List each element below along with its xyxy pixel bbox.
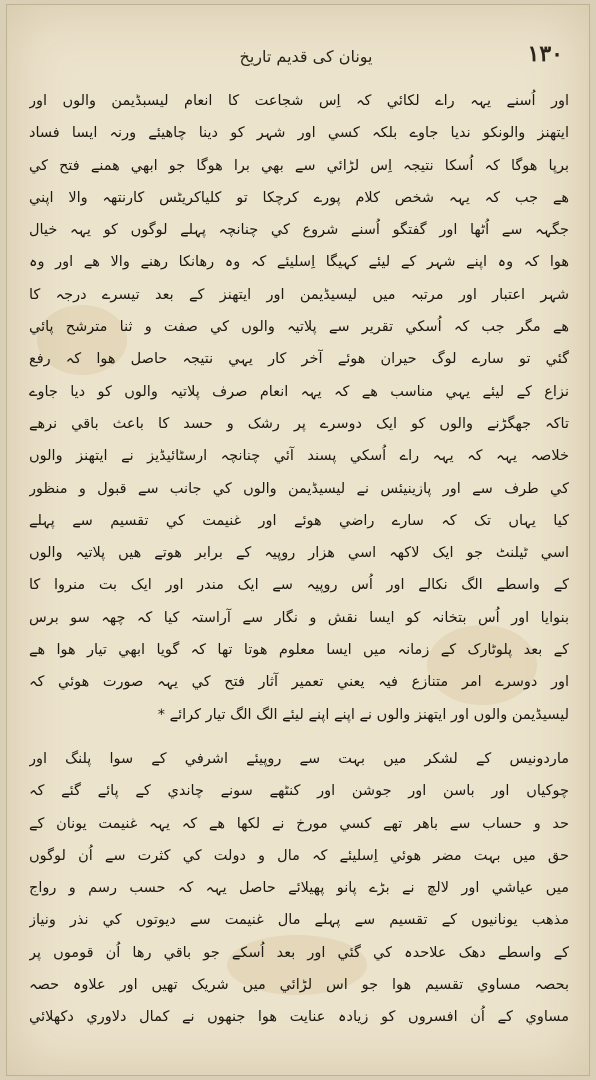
page-number: ۱۳۰ xyxy=(527,41,563,67)
text-line: اسي ٹیلنٹ جو ایک لاکھہ اسي هزار روپیہ کے برابر هوتے هیں پلاتیہ والوں xyxy=(29,545,569,562)
text-line: هے جب کہ یہہ شخص کلام پورے کرچکا تو کلیاکریٹس کارنتھہ والا اپني xyxy=(29,189,569,206)
text-line: حق میں بہت مضر هوئي اِسلیئے کہ مال و دولت کي کثرت سے اُن لوگوں xyxy=(29,847,569,864)
text-line: حد و حساب سے باهر تھے کسي مورخ نے لکھا هے کہ یہہ غنیمت یونان کے xyxy=(29,815,569,832)
text-line: جگہہ سے اُٹھا اور گفتگو اُسنے شروع کي چنانچہ پہلے لوگوں کو یہہ خیال xyxy=(29,222,569,239)
paragraph-1 xyxy=(29,85,569,731)
page-header xyxy=(47,41,565,81)
text-line: کے بعد پلوٹارک کے زمانہ میں ایسا معلوم هوتا تھا کہ گویا ابھي تیار هوا هے xyxy=(29,642,569,659)
text-line: شہر اعتبار اور مرتبہ میں لیسیڈیمن اور ایتھنز کے بعد تیسرے درجہ کا xyxy=(29,286,569,303)
text-line: ماردونیس کے لشکر میں بہت سے روپیئے اشرفي کے سوا پلنگ اور xyxy=(29,750,569,767)
text-line: بنوایا اور اُس بتخانہ کو ایسا نقش و نگار سے آراستہ کیا کہ چھہ سو برس xyxy=(29,609,569,626)
text-line: بحصہ مساوي تقسیم هوا جو اس لڑائي میں شریک تھیں اور علاوہ حصہ xyxy=(29,977,569,994)
paragraph-2 xyxy=(29,743,569,1034)
paragraph-gap xyxy=(29,731,569,743)
text-line: برپا هوگا کہ اُسکا نتیجہ اِس لڑائي سے بھي برا هوگا جو ابھي همنے فتح کي xyxy=(29,157,569,174)
text-line: نزاع کے لیئے یہي مناسب هے کہ یہہ انعام صرف پلاتیہ والوں کو دیا جاوے xyxy=(29,383,569,400)
text-line: مساوي کے اُن افسروں کو زیادہ عنایت هوا جنھوں نے کمال دلاوري دکھلائي xyxy=(29,1009,569,1026)
text-line: کے واسطے الگ نکالے اور اُس روپیہ سے ایک مندر اور ایک بت منروا کا xyxy=(29,577,569,594)
text-line: هوا کہ وہ اپنے شہر کے لیئے کہیگا اِسلیئے کہ وہ رهانکا رهنے والا هے اور وہ xyxy=(29,254,569,271)
body-text xyxy=(29,85,569,1034)
text-line: کي طرف سے اور پازینیئس نے لیسیڈیمن والوں کي جانب سے قبول و منظور xyxy=(29,480,569,497)
text-line: مذهب یونانیوں کے تقسیم سے پہلے مال غنیمت سے دیوتوں کي نذر ونیاز xyxy=(29,912,569,929)
text-line: لیسیڈیمن والوں اور ایتھنز والوں نے اپنے اپنے لیئے الگ الگ تیار کرائے * xyxy=(157,706,569,723)
book-page xyxy=(6,4,590,1076)
text-line: اور دوسرے امر متنازع فیہ یعني تعمیر آثار فتح کي یہہ صورت هوئي کہ xyxy=(29,674,569,691)
text-line: هے مگر جب کہ اُسکي تقریر سے پلاتیہ والوں کي صفت و ثنا مترشح پائي xyxy=(29,319,569,336)
text-line: تاکہ جھگڑنے والوں کو ایک دوسرے پر رشک و حسد کا باعث باقي نرهے xyxy=(29,415,569,432)
text-line: خلاصہ یہہ کہ یہہ راے اُسکي پسند آئي چنانچہ ارسٹائیڈیز نے ایتھنز والوں xyxy=(29,448,569,465)
text-line: چوکیاں اور باسن اور جوشن اور کنٹھے سونے چاندي کے پائے گئے کہ xyxy=(29,783,569,800)
text-line: میں عیاشي اور لالچ نے بڑے پانو پھیلائے حاصل یہہ کہ حسب رسم و رواج xyxy=(29,880,569,897)
text-line: گئي تو سارے لوگ حیران هوئے آخر کار یہي نتیجہ حاصل هوا کہ رفع xyxy=(29,351,569,368)
running-title: یونان کی قدیم تاریخ xyxy=(239,47,373,66)
text-line: کے واسطے دهک علاحدہ کي گئي اور بعد اُسکے جو باقي رها اُن قوموں پر xyxy=(29,944,569,961)
text-line: کیا یہاں تک کہ سارے راضي هوئے اور غنیمت کي تقسیم سے پہلے xyxy=(29,512,569,529)
text-line: اور اُسنے یہہ راے لکائي کہ اِس شجاعت کا انعام لیسبڈیمن والوں اور xyxy=(29,93,569,109)
text-line: ایتھنز والونکو ندیا جاوے بلکہ کسي اور شہر کو دینا چاهیئے ورنہ ایسا فساد xyxy=(29,125,569,142)
